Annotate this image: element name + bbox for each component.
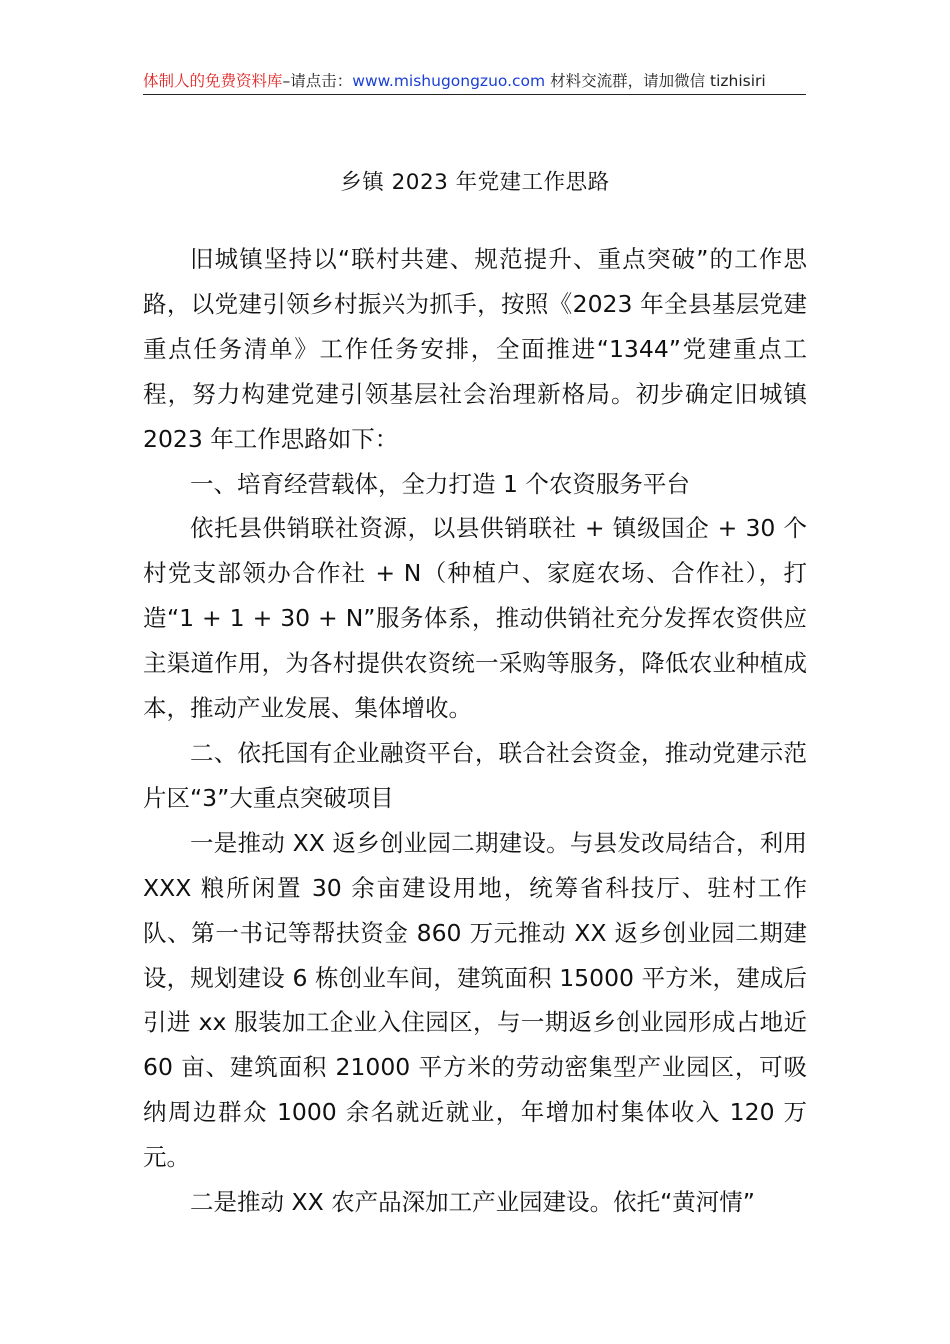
header-brand: 体制人的免费资料库 — [143, 72, 283, 90]
header-url-link[interactable]: www.mishugongzuo.com — [352, 72, 546, 90]
header-click-prompt: –请点击： — [282, 72, 353, 90]
section-heading-2: 二、依托国有企业融资平台，联合社会资金，推动党建示范片区“3”大重点突破项目 — [143, 738, 807, 812]
paragraph-project-2: 二是推动 XX 农产品深加工产业园建设。依托“黄河情” — [190, 1188, 755, 1217]
page-header — [143, 70, 806, 95]
paragraph-intro: 旧城镇坚持以“联村共建、规范提升、重点突破”的工作思路，以党建引领乡村振兴为抓手，按照《2023 年全县基层党建重点任务清单》工作任务安排，全面推进“1344”党建重点工程，努力构建党建引领基层社会治理新格局。初步确定旧城镇 2023 年工作思路如下： — [143, 245, 807, 453]
document-title: 乡镇 2023 年党建工作思路 — [340, 170, 610, 195]
paragraph-section-1: 依托县供销联社资源，以县供销联社 + 镇级国企 + 30 个村党支部领办合作社 + N（种植户、家庭农场、合作社），打造“1 + 1 + 30 + N”服务体系，推动供销社充分发挥农资供应主渠道作用，为各村提供农资统一采购等服务，降低农业种植成本，推动产业发展、集体增收。 — [143, 514, 807, 723]
header-contact-info: 材料交流群，请加微信 tizhisiri — [545, 72, 766, 90]
section-heading-1: 一、培育经营载体，全力打造 1 个农资服务平台 — [190, 469, 690, 498]
document-body — [143, 237, 807, 1225]
paragraph-project-1: 一是推动 XX 返乡创业园二期建设。与县发改局结合，利用 XXX 粮所闲置 30 余亩建设用地，统筹省科技厅、驻村工作队、第一书记等帮扶资金 860 万元推动 XX 返乡创业园二期建设，规划建设 6 栋创业车间，建筑面积 15000 平方米，建成后引进 xx 服装加工企业入住园区，与一期返乡创业园形成占地近 60 亩、建筑面积 21000 平方米的劳动密集型产业园区，可吸纳周边群众 1000 余名就近就业，年增加村集体收入 120 万元。 — [143, 828, 807, 1172]
